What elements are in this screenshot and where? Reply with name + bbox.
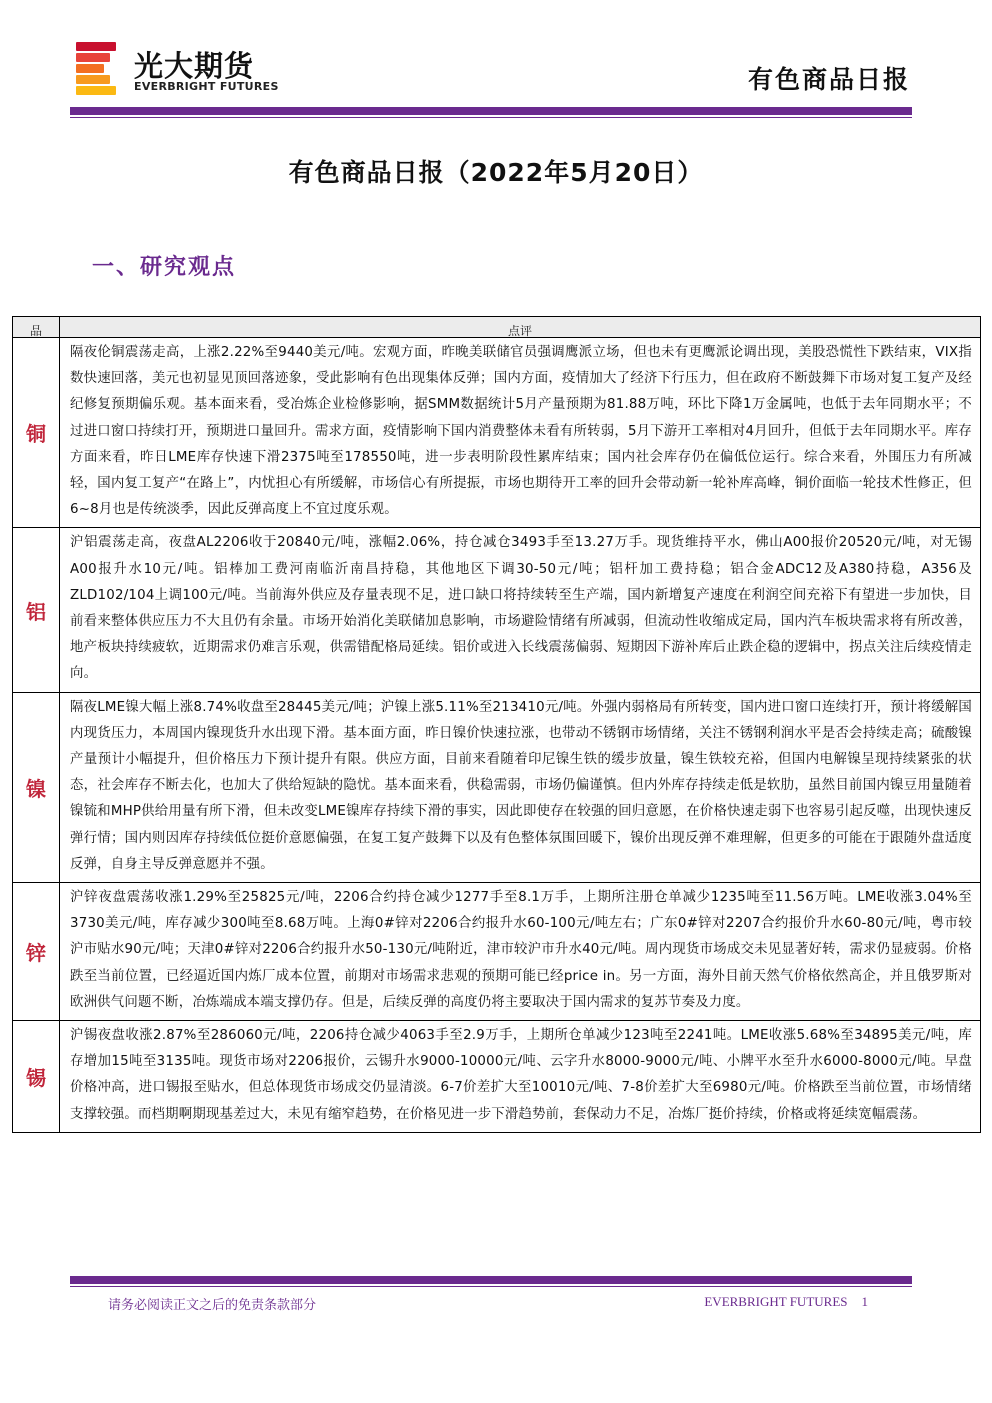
table-row-nickel	[13, 692, 981, 882]
header-product: 品	[13, 317, 60, 338]
metal-label: 铜	[13, 338, 60, 528]
metal-label: 铝	[13, 528, 60, 692]
table-row-aluminum	[13, 528, 981, 692]
page-number: 1	[861, 1294, 868, 1309]
header-comment: 点评	[60, 317, 981, 338]
brand-name-en: EVERBRIGHT FUTURES	[134, 80, 279, 93]
commentary-text: 隔夜伦铜震荡走高，上涨2.22%至9440美元/吨。宏观方面，昨晚美联储官员强调鹰派立场，但也未有更鹰派论调出现，美股恐慌性下跌结束，VIX指数快速回落，美元也初显见顶回落迹象，受此影响有色出现集体反弹；国内方面，疫情加大了经济下行压力，但在政府不断鼓舞下市场对复工复产及经纪修复预期偏乐观。基本面来看，受冶炼企业检修影响，据SMM数据统计5月产量预期为81.88万吨，环比下降1万金属吨，也低于去年同期水平；不过进口窗口持续打开，预期进口量回升。需求方面，疫情影响下国内消费整体未看有所转弱，5月下游开工率相对4月回升，但低于去年同期水平。库存方面来看，昨日LME库存快速下滑2375吨至178550吨，进一步表明阶段性累库结束；国内社会库存仍在偏低位运行。综合来看，外围压力有所减轻，国内复工复产“在路上”，内忧担心有所缓解，市场信心有所提振，市场也期待开工率的回升会带动新一轮补库高峰，铜价面临一轮技术性修正，但6~8月也是传统淡季，因此反弹高度上不宜过度乐观。	[60, 338, 981, 528]
table-row-copper	[13, 338, 981, 528]
commentary-text: 沪铝震荡走高，夜盘AL2206收于20840元/吨，涨幅2.06%，持仓减仓3493手至13.27万手。现货维持平水，佛山A00报价20520元/吨，对无锡A00报升水10元/吨。铝棒加工费河南临沂南昌持稳，其他地区下调30-50元/吨；铝杆加工费持稳；铝合金ADC12及A380持稳，A356及ZLD102/104上调100元/吨。当前海外供应及存量表现不足，进口缺口将持续转至生产端，国内新增复产速度在利润空间充裕下有望进一步加快，目前看来整体供应压力不大且仍有余量。市场开始消化美联储加息影响，市场避险情绪有所减弱，但流动性收缩成定局，国内汽车板块需求将有所改善，地产板块持续疲软，近期需求仍难言乐观，供需错配格局延续。铝价或进入长线震荡偏弱、短期因下游补库后止跌企稳的逻辑中，拐点关注后续疫情走向。	[60, 528, 981, 692]
footer-company: EVERBRIGHT FUTURES	[704, 1294, 848, 1309]
commentary-text: 沪锡夜盘收涨2.87%至286060元/吨，2206持仓减少4063手至2.9万手，上期所仓单减少123吨至2241吨。LME收涨5.68%至34895美元/吨，库存增加15吨至3135吨。现货市场对2206报价，云锡升水9000-10000元/吨、云字升水8000-9000元/吨、小牌平水至升水6000-8000元/吨。早盘价格冲高，进口锡报至贴水，但总体现货市场成交仍显清淡。6-7价差扩大至10010元/吨、7-8价差扩大至6980元/吨。价格跌至当前位置，市场情绪支撑较强。而档期啊期现基差过大，未见有缩窄趋势，在价格见进一步下滑趋势前，套保动力不足，冶炼厂挺价持续，价格或将延续宽幅震荡。	[60, 1021, 981, 1133]
page-header	[70, 36, 912, 118]
everbright-logo-icon	[76, 42, 116, 94]
brand-name-cn: 光大期货	[134, 49, 255, 83]
disclaimer-note: 请务必阅读正文之后的免责条款部分	[108, 1298, 317, 1313]
section-heading: 一、研究观点	[92, 255, 237, 280]
table-row-tin	[13, 1021, 981, 1133]
commentary-text: 隔夜LME镍大幅上涨8.74%收盘至28445美元/吨；沪镍上涨5.11%至213410元/吨。外强内弱格局有所转变，国内进口窗口连续打开，预计将缓解国内现货压力，本周国内镍现货升水出现下滑。基本面方面，昨日镍价快速拉涨，也带动不锈钢市场情绪，关注不锈钢利润水平是否会持续走高；硫酸镍产量预计小幅提升，但价格压力下预计提升有限。供应方面，目前来看随着印尼镍生铁的缓步放量，镍生铁较充裕，但国内电解镍呈现持续紧张的状态，社会库存不断去化，也加大了供给短缺的隐忧。基本面来看，供稳需弱，市场仍偏谨慎。但内外库存持续走低是软肋，虽然目前国内镍豆用量随着镍锍和MHP供给用量有所下滑，但未改变LME镍库存持续下滑的事实，因此即使存在较强的回归意愿，在价格快速走弱下也容易引起反噬，出现快速反弹行情；国内则因库存持续低位挺价意愿偏强，在复工复产鼓舞下以及有色整体氛围回暖下，镍价出现反弹不难理解，但更多的可能在于跟随外盘适度反弹，自身主导反弹意愿并不强。	[60, 692, 981, 882]
table-row-zinc	[13, 883, 981, 1021]
header-divider	[70, 107, 912, 115]
footer-divider-thin	[70, 1286, 912, 1287]
commentary-table	[12, 316, 981, 1133]
metal-label: 镍	[13, 692, 60, 882]
table-header-row	[13, 317, 981, 338]
metal-label: 锌	[13, 883, 60, 1021]
footer-brand	[704, 1294, 868, 1310]
header-divider-thin	[70, 117, 912, 118]
metal-label: 锡	[13, 1021, 60, 1133]
report-name: 有色商品日报	[747, 65, 910, 94]
footer-divider	[70, 1276, 912, 1284]
document-title: 有色商品日报（2022年5月20日）	[288, 158, 704, 187]
commentary-text: 沪锌夜盘震荡收涨1.29%至25825元/吨，2206合约持仓减少1277手至8.1万手，上期所注册仓单减少1235吨至11.56万吨。LME收涨3.04%至3730美元/吨，库存减少300吨至8.68万吨。上海0#锌对2206合约报升水60-100元/吨左右；广东0#锌对2207合约报价升水60-80元/吨，粤市较沪市贴水90元/吨；天津0#锌对2206合约报升水50-130元/吨附近，津市较沪市升水40元/吨。周内现货市场成交未见显著好转，需求仍显疲弱。价格跌至当前位置，已经逼近国内炼厂成本位置，前期对市场需求悲观的预期可能已经price in。另一方面，海外目前天然气价格依然高企，并且俄罗斯对欧洲供气问题不断，冶炼端成本端支撑仍存。但是，后续反弹的高度仍将主要取决于国内需求的复苏节奏及力度。	[60, 883, 981, 1021]
